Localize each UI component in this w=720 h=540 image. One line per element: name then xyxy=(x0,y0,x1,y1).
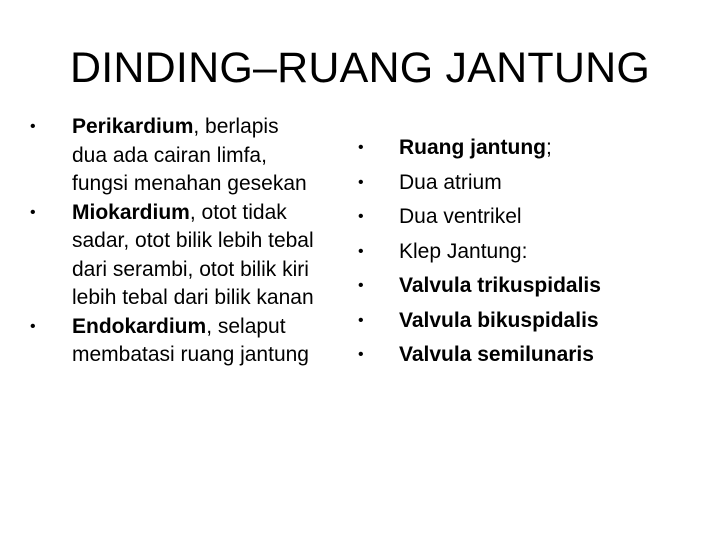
term-rest: , otot tidak xyxy=(189,200,287,224)
term-rest: Klep Jantung: xyxy=(399,239,528,263)
bullet-icon: • xyxy=(30,317,36,335)
bullet-icon: • xyxy=(358,139,364,156)
list-item xyxy=(28,113,358,199)
bullet-icon: • xyxy=(358,346,364,363)
bullet-icon: • xyxy=(358,242,364,260)
bullet-icon: • xyxy=(30,203,36,221)
list-item xyxy=(28,199,358,313)
list-item-line: lebih tebal dari bilik kanan xyxy=(72,286,314,309)
term-rest: , selaput xyxy=(206,314,286,338)
term-bold: Perikardium xyxy=(72,115,194,138)
term-rest: , berlapis xyxy=(193,115,279,138)
term-rest: Dua atrium xyxy=(399,170,502,194)
list-item xyxy=(357,338,697,373)
term-bold: Valvula bikuspidalis xyxy=(399,308,599,332)
term-bold: Endokardium xyxy=(72,314,207,338)
list-item-line: sadar, otot bilik lebih tebal xyxy=(72,229,314,252)
term-bold: Ruang jantung xyxy=(399,136,546,159)
bullet-icon: • xyxy=(358,173,364,191)
term-bold: Miokardium xyxy=(72,200,190,224)
list-item-line: dari serambi, otot bilik kiri xyxy=(72,257,309,281)
list-item xyxy=(357,166,697,201)
bullet-icon: • xyxy=(358,277,364,294)
right-bullet-list xyxy=(357,131,697,373)
term-rest: ; xyxy=(545,136,552,159)
term-bold: Valvula trikuspidalis xyxy=(399,274,601,297)
list-item-first-line xyxy=(72,113,358,142)
bullet-icon: • xyxy=(358,208,364,225)
bullet-icon: • xyxy=(30,118,36,135)
term-bold: Valvula semilunaris xyxy=(399,343,594,366)
list-item xyxy=(28,313,358,370)
term-rest: Dua ventrikel xyxy=(399,205,522,228)
list-item xyxy=(357,235,697,270)
list-item-line: dua ada cairan limfa, xyxy=(72,143,267,167)
list-item xyxy=(357,269,697,304)
list-item-first-line xyxy=(72,199,358,228)
list-item xyxy=(357,200,697,235)
left-bullet-list xyxy=(28,113,358,370)
list-item-line: fungsi menahan gesekan xyxy=(72,172,307,195)
bullet-icon: • xyxy=(358,311,364,329)
list-item-first-line xyxy=(72,313,358,342)
slide-title: DINDING–RUANG JANTUNG xyxy=(70,44,650,92)
list-item-line: membatasi ruang jantung xyxy=(72,343,309,366)
list-item xyxy=(357,131,697,166)
list-item xyxy=(357,304,697,339)
